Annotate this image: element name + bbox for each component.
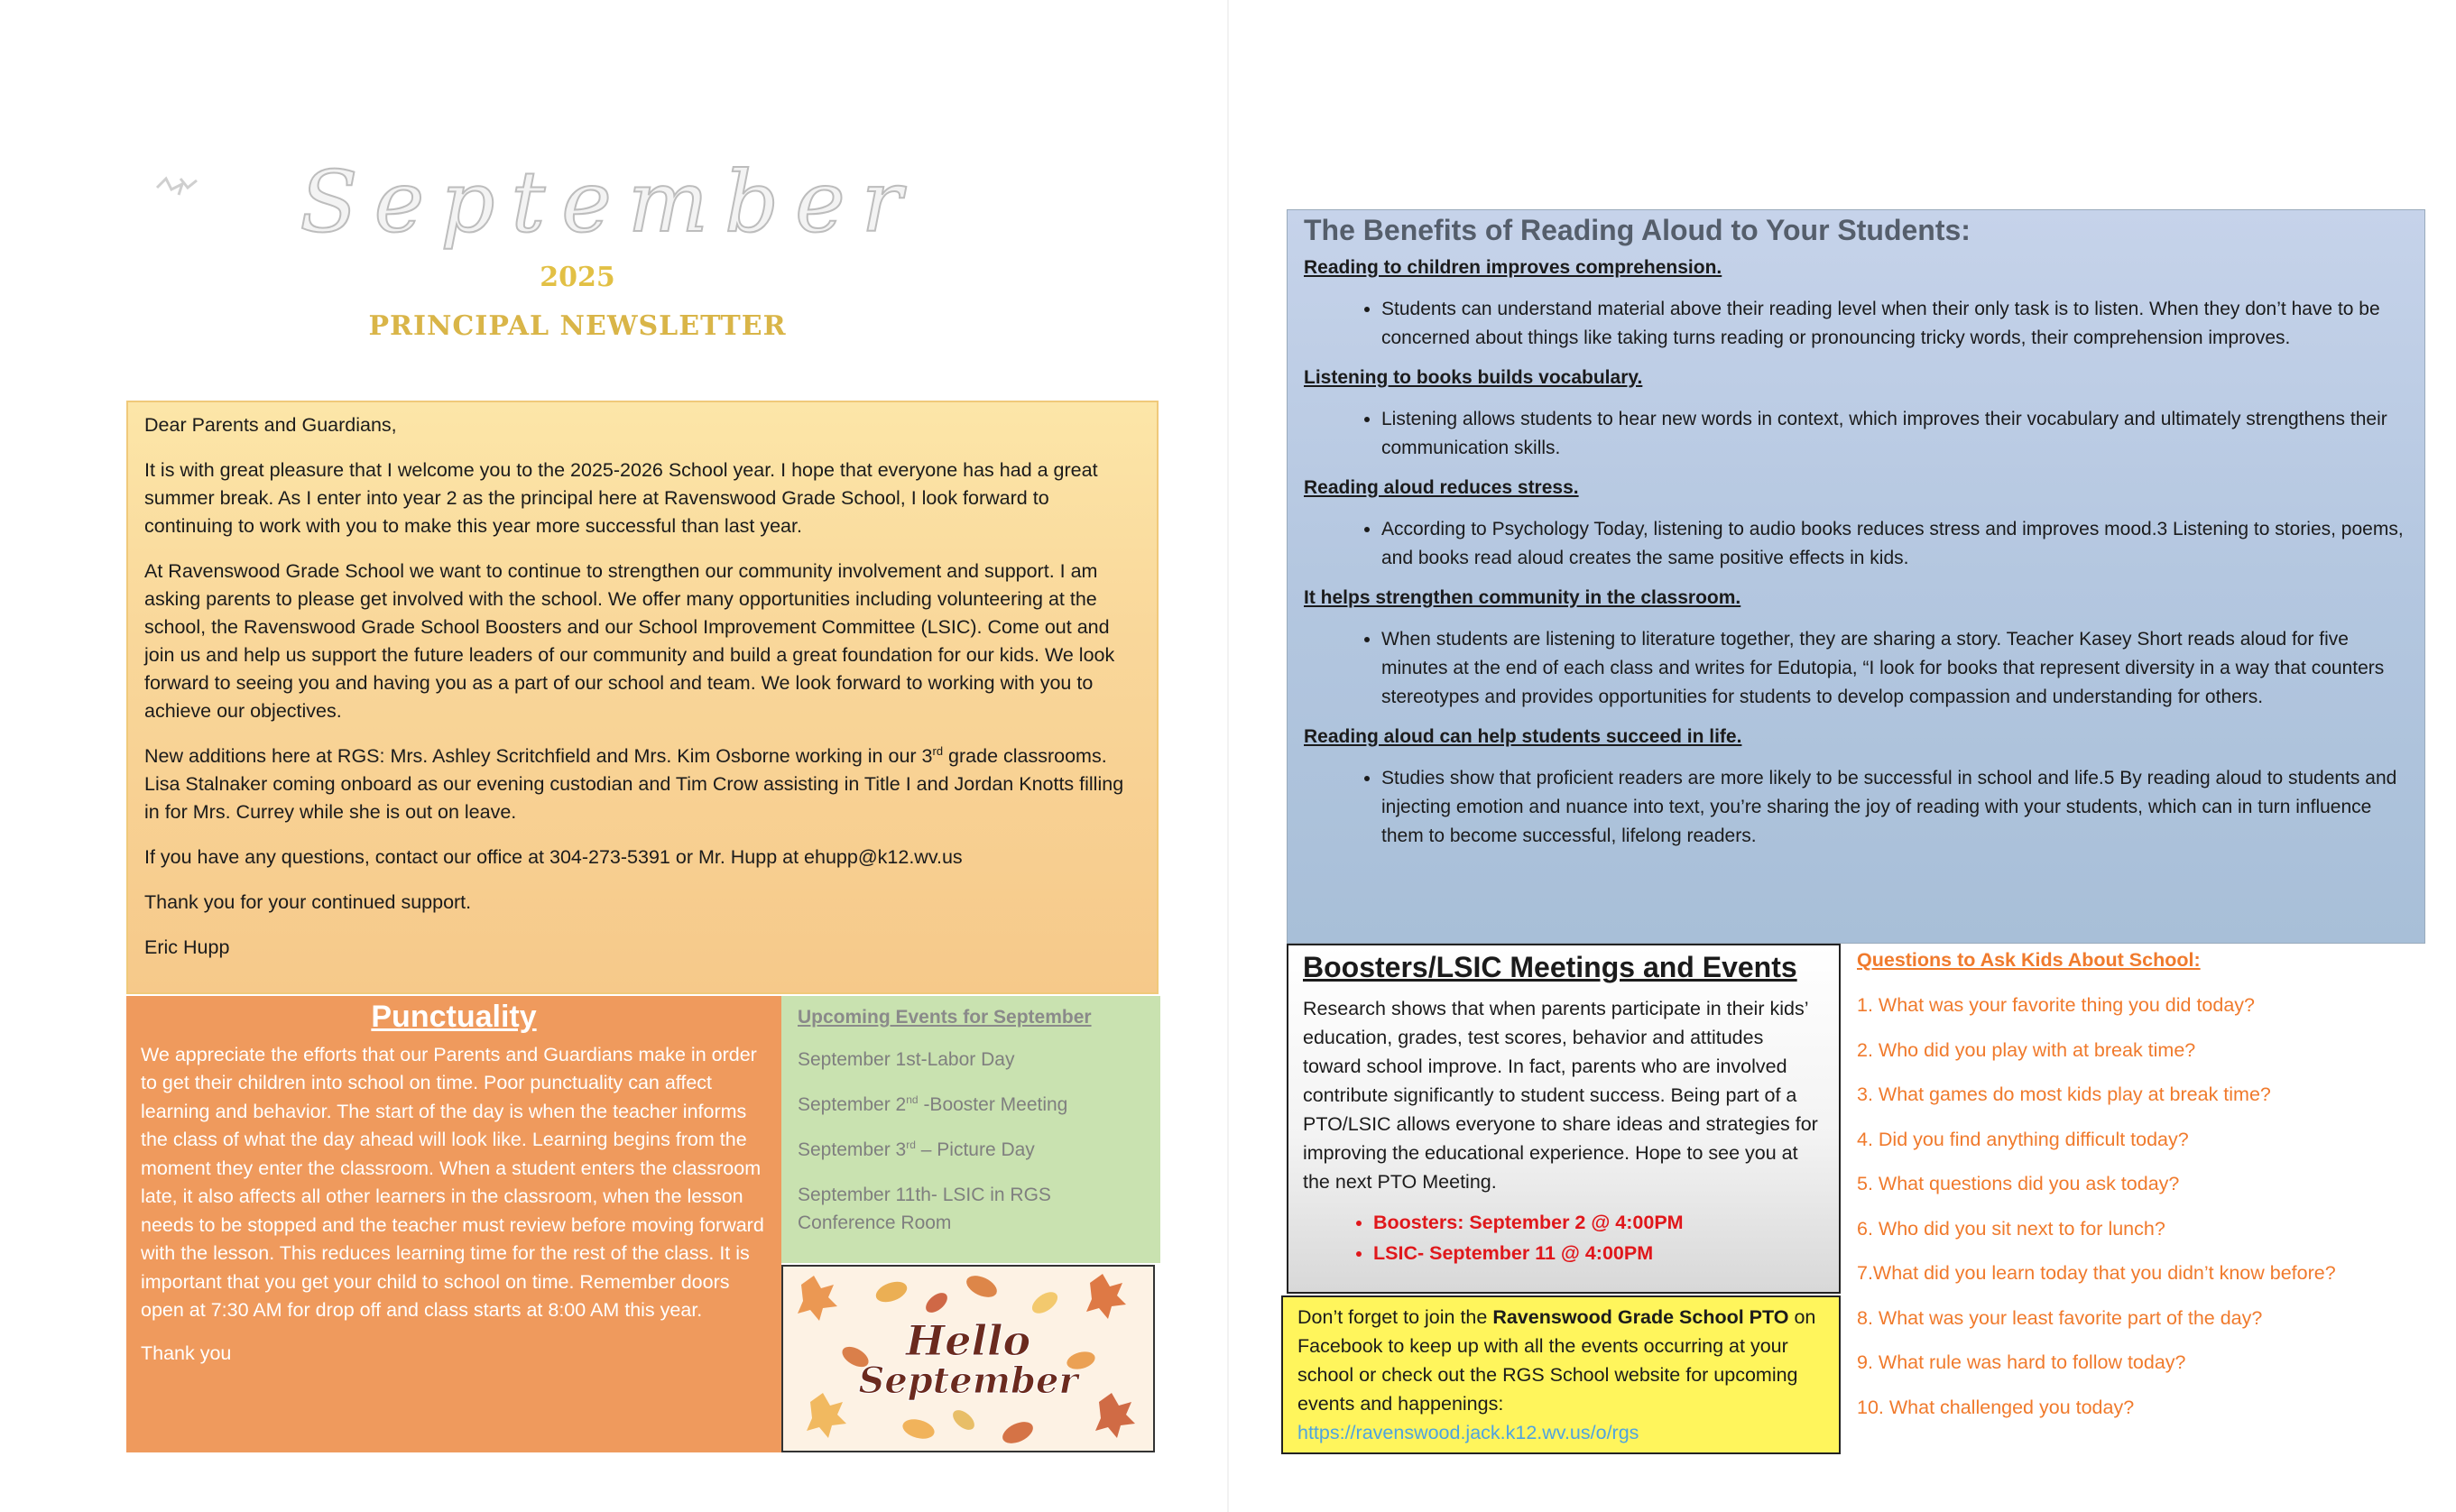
letter-paragraph: It is with great pleasure that I welcome you to the 2025-2026 School year. I hope that everyone has had a great summer break. As I enter into year 2 as the principal here at Ravenswood Grade School, I look forward to continuing to work with you to make this year more successful than last year.	[144, 459, 1098, 537]
september-wordart-text: September	[300, 162, 919, 252]
question-item: 7.What did you learn today that you didn’t know before?	[1857, 1262, 2336, 1284]
hello-september-image	[781, 1265, 1155, 1452]
event-item: September 3rd – Picture Day	[798, 1139, 1035, 1160]
letter-greeting: Dear Parents and Guardians,	[144, 414, 397, 436]
rgs-website-link[interactable]: https://ravenswood.jack.k12.wv.us/o/rgs	[1297, 1422, 1639, 1443]
newsletter-subtitle: PRINCIPAL NEWSLETTER	[368, 310, 787, 342]
upcoming-events	[781, 996, 1160, 1263]
question-item: 10. What challenged you today?	[1857, 1396, 2135, 1418]
benefit-heading: It helps strengthen community in the classroom.	[1304, 587, 1741, 608]
newsletter-year: 2025	[540, 262, 615, 293]
benefit-bullet: • Students can understand material above their reading level when their only task is to listen. When they don’t have to be concerned about things like taking turns reading or pronouncing tricky words, their comprehension improves.	[1381, 295, 2408, 353]
page-fold	[1227, 0, 1229, 1512]
questions-title: Questions to Ask Kids About School:	[1857, 949, 2201, 971]
benefits-title: The Benefits of Reading Aloud to Your Students:	[1304, 214, 1971, 246]
punctuality-section	[126, 996, 781, 1452]
benefit-bullet: • Listening allows students to hear new words in context, which improves their vocabulary and ultimately strengthens their communication skills.	[1381, 405, 2408, 463]
letter-paragraph: At Ravenswood Grade School we want to continue to strengthen our community involvement and support. I am asking parents to please get involved with the school. We offer many opportunities including volunteering at the school, the Ravenswood Grade School Boosters and our School Improvement Committee (LSIC). Come out and join us and help us support the future leaders of our community and build a great foundation for our kids. We look forward to seeing you and having you as a part of our school and team. We look forward to working with you to achieve our objectives.	[144, 560, 1115, 722]
question-item: 1. What was your favorite thing you did today?	[1857, 994, 2255, 1016]
event-item: September 2nd -Booster Meeting	[798, 1093, 1068, 1115]
benefit-heading: Reading aloud reduces stress.	[1304, 477, 1579, 498]
question-item: 8. What was your least favorite part of the day?	[1857, 1306, 2263, 1329]
questions-list	[1857, 949, 2434, 1438]
benefit-heading: Reading aloud can help students succeed in life.	[1304, 726, 1742, 747]
letter-contact: If you have any questions, contact our office at 304-273-5391 or Mr. Hupp at ehupp@k12.wv.us	[144, 846, 963, 868]
question-item: 4. Did you find anything difficult today?	[1857, 1128, 2189, 1150]
meeting-item: • LSIC- September 11 @ 4:00PM	[1373, 1238, 1824, 1268]
question-item: 5. What questions did you ask today?	[1857, 1173, 2180, 1194]
benefit-bullet: • According to Psychology Today, listening to audio books reduces stress and improves mood.3 Listening to stories, poems, and books read aloud creates the same positive effects in kids.	[1381, 515, 2408, 573]
question-item: 2. Who did you play with at break time?	[1857, 1038, 2196, 1061]
meeting-item: • Boosters: September 2 @ 4:00PM	[1373, 1207, 1824, 1238]
benefit-bullet: • Studies show that proficient readers are more likely to be successful in school and life.5 By reading aloud to students and injecting emotion and nuance into text, you’re sharing the joy of reading with your students, which can in turn influence them to become successful, lifelong readers.	[1381, 764, 2408, 851]
hello-text: Hello	[905, 1316, 1031, 1365]
reading-benefits-section	[1287, 209, 2425, 944]
letter-thanks: Thank you for your continued support.	[144, 891, 472, 913]
autumn-leaves-icon	[783, 1267, 1153, 1451]
punctuality-body: We appreciate the efforts that our Parents and Guardians make in order to get their children into school on time. Poor punctuality can affect learning and behavior. The start of the day is when the teacher informs the class of what the day ahead will look like. Learning begins from the moment they enter the classroom. When a student enters the classroom late, it also affects all other learners in the classroom, when the lesson needs to be stopped and the teacher must review before moving forward with the lesson. This reduces learning time for the rest of the class. It is important that you get your child to school on time. Remember doors open at 7:30 AM for drop off and class starts at 8:00 AM this year.	[141, 1043, 764, 1321]
pto-name: Ravenswood Grade School PTO	[1492, 1306, 1789, 1328]
benefit-heading: Listening to books builds vocabulary.	[1304, 367, 1643, 388]
pto-callout: Don’t forget to join the Ravenswood Grade School PTO on Facebook to keep up with all the events occurring at your school or check out the RGS School website for upcoming events and happenings: https://ravenswood.jack.k12.wv.us/o/rgs	[1281, 1295, 1841, 1454]
letter-signature: Eric Hupp	[144, 936, 230, 958]
boosters-body: Research shows that when parents participate in their kids’ education, grades, test scores, behavior and attitudes toward school improve. In fact, parents who are involved contribute significantly to student success. Being part of a PTO/LSIC allows everyone to share ideas and strategies for improving the educational experience. Hope to see you at the next PTO Meeting.	[1303, 998, 1818, 1193]
september-text: September	[858, 1360, 1078, 1402]
letter-new-additions: New additions here at RGS: Mrs. Ashley Scritchfield and Mrs. Kim Osborne working in our 3rd grade classrooms. Lisa Stalnaker coming onboard as our evening custodian and Tim Crow assisting in Title I and Jordan Knotts filling in for Mrs. Currey while she is out on leave.	[144, 743, 1124, 823]
punctuality-title: Punctuality	[371, 1000, 537, 1034]
question-item: 9. What rule was hard to follow today?	[1857, 1351, 2186, 1373]
punctuality-closing: Thank you	[141, 1341, 232, 1364]
benefit-bullet: • When students are listening to literature together, they are sharing a story. Teacher Kasey Short reads aloud for five minutes at the end of each class and writes for Edutopia, “I look for books that represent diversity in a way that counters stereotypes and provides opportunities for students to develop compassion and understanding for others.	[1381, 625, 2408, 712]
event-item: September 11th- LSIC in RGS Conference Room	[798, 1185, 1051, 1233]
boosters-title: Boosters/LSIC Meetings and Events	[1303, 951, 1797, 983]
boosters-section	[1287, 944, 1841, 1294]
question-item: 6. Who did you sit next to for lunch?	[1857, 1217, 2165, 1240]
question-item: 3. What games do most kids play at break time?	[1857, 1083, 2271, 1105]
september-wordart	[144, 162, 1074, 253]
benefit-heading: Reading to children improves comprehension.	[1304, 257, 1722, 278]
principal-letter	[126, 401, 1159, 994]
events-title: Upcoming Events for September	[798, 1007, 1092, 1028]
event-item: September 1st-Labor Day	[798, 1049, 1015, 1070]
